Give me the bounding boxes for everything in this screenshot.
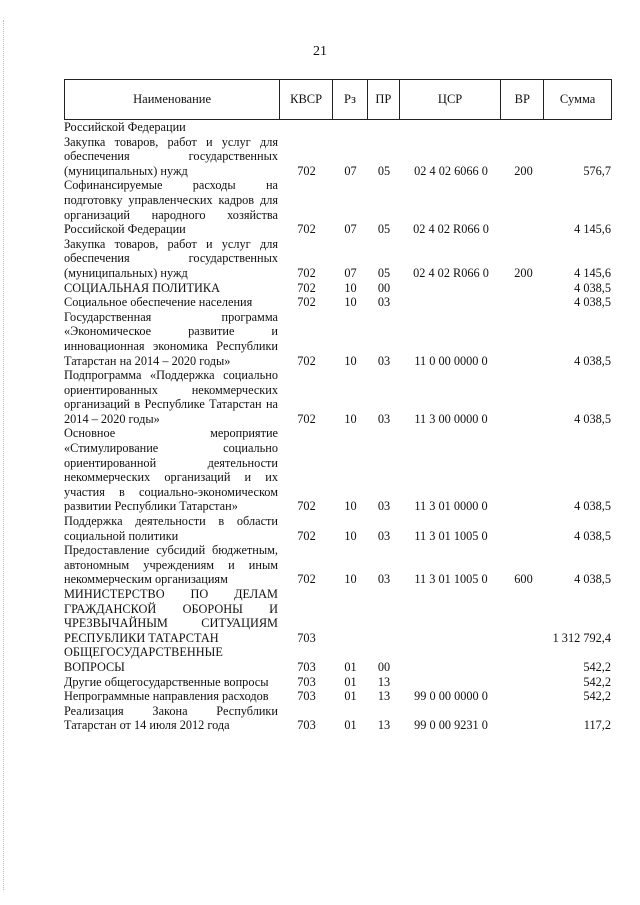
cell-pr: 13 [377, 674, 391, 689]
cell-rz: 10 [344, 353, 357, 368]
cell-kvsr: 703 [297, 674, 316, 689]
cell-sum: 4 038,5 [574, 411, 611, 426]
cell-sum: 542,2 [583, 659, 611, 674]
cell-pr: 05 [377, 163, 391, 178]
cell-csr: 99 0 00 9231 0 [414, 718, 488, 733]
cell-vr: 600 [514, 572, 533, 587]
cell-sum: 4 038,5 [574, 499, 611, 514]
table-row [64, 675, 612, 690]
cell-kvsr: 702 [297, 280, 316, 295]
table-row [64, 237, 612, 281]
cell-sum: 4 038,5 [574, 528, 611, 543]
table-row [64, 281, 612, 296]
cell-sum: 4 038,5 [574, 572, 611, 587]
table-row [64, 426, 612, 514]
cell-csr: 11 3 01 1005 0 [414, 528, 488, 543]
cell-csr: 11 0 00 0000 0 [414, 353, 488, 368]
margin-binding-dots [3, 20, 6, 890]
cell-name: Предоставление субсидий бюджетным, автономным учреждениям и иным некоммерческим организациям [64, 543, 278, 587]
cell-pr: 03 [377, 499, 391, 514]
cell-pr: 03 [377, 528, 391, 543]
cell-name: СОЦИАЛЬНАЯ ПОЛИТИКА [64, 280, 221, 295]
cell-kvsr: 702 [297, 353, 316, 368]
cell-kvsr: 703 [297, 630, 316, 645]
cell-name: Основное мероприятие «Стимулирование социально ориентированной деятельности некоммерческих организаций и их участия в социально-экономическом развитии Республики Татарстан» [64, 426, 278, 514]
cell-pr: 03 [377, 353, 391, 368]
cell-kvsr: 703 [297, 718, 316, 733]
cell-kvsr: 703 [297, 659, 316, 674]
cell-rz: 10 [344, 572, 357, 587]
cell-rz: 01 [344, 689, 357, 704]
table-row [64, 368, 612, 426]
cell-name: Закупка товаров, работ и услуг для обеспечения государственных (муниципальных) нужд [64, 134, 278, 178]
cell-kvsr: 702 [297, 528, 316, 543]
cell-kvsr: 702 [297, 295, 316, 310]
cell-csr: 99 0 00 0000 0 [414, 689, 488, 704]
cell-kvsr: 702 [297, 572, 316, 587]
cell-name: Подпрограмма «Поддержка социально ориентированных некоммерческих организаций в Республике Татарстан на 2014 – 2020 годы» [64, 368, 278, 426]
cell-rz: 10 [344, 411, 357, 426]
header-csr: ЦСР [400, 80, 502, 119]
cell-pr: 13 [377, 718, 391, 733]
table-row [64, 689, 612, 704]
cell-rz: 01 [344, 674, 357, 689]
cell-sum: 4 145,6 [574, 265, 611, 280]
header-name: Наименование [65, 80, 280, 119]
cell-csr: 11 3 00 0000 0 [414, 411, 488, 426]
cell-pr: 03 [377, 411, 391, 426]
header-pr: ПР [368, 80, 400, 119]
cell-rz: 07 [344, 222, 357, 237]
cell-pr: 13 [377, 689, 391, 704]
cell-rz: 07 [344, 163, 357, 178]
cell-sum: 4 038,5 [574, 353, 611, 368]
cell-kvsr: 702 [297, 265, 316, 280]
cell-name: Государственная программа «Экономическое развитие и инновационная экономика Республики Татарстан на 2014 – 2020 годы» [64, 309, 278, 368]
cell-sum: 576,7 [583, 163, 611, 178]
table-row [64, 514, 612, 543]
header-sum: Сумма [559, 92, 596, 106]
cell-sum: 1 312 792,4 [552, 630, 611, 645]
cell-kvsr: 702 [297, 222, 316, 237]
cell-kvsr: 703 [297, 689, 316, 704]
cell-name: Непрограммные направления расходов [64, 689, 269, 704]
table-row [64, 645, 612, 674]
cell-vr: 200 [514, 265, 533, 280]
cell-csr: 02 4 02 R066 0 [413, 265, 489, 280]
page-number: 21 [313, 44, 327, 59]
header-rz: Рз [333, 80, 368, 119]
cell-name: Поддержка деятельности в области социальной политики [64, 514, 278, 543]
cell-rz: 10 [344, 499, 357, 514]
cell-kvsr: 702 [297, 499, 316, 514]
table-row [64, 587, 612, 645]
cell-rz: 10 [344, 295, 357, 310]
table-row [64, 310, 612, 368]
cell-name: Социальное обеспечение населения [64, 295, 253, 310]
cell-sum: 542,2 [583, 674, 611, 689]
cell-rz: 01 [344, 718, 357, 733]
cell-kvsr: 702 [297, 163, 316, 178]
table-row [64, 543, 612, 587]
cell-pr: 03 [377, 295, 391, 310]
table-row [64, 704, 612, 733]
cell-vr: 200 [514, 163, 533, 178]
cell-sum: 4 038,5 [574, 280, 611, 295]
cell-sum: 4 145,6 [574, 222, 611, 237]
cell-csr: 11 3 01 1005 0 [414, 572, 488, 587]
cell-name: Закупка товаров, работ и услуг для обеспечения государственных (муниципальных) нужд [64, 236, 278, 280]
cell-sum: 4 038,5 [574, 295, 611, 310]
cell-name: Российской Федерации [64, 120, 186, 134]
cell-rz: 10 [344, 280, 357, 295]
cell-kvsr: 702 [297, 411, 316, 426]
cell-csr: 02 4 02 6066 0 [414, 163, 488, 178]
cell-rz: 10 [344, 528, 357, 543]
cell-pr: 00 [377, 280, 391, 295]
header-vr: ВР [501, 80, 544, 119]
table-row [64, 178, 612, 236]
table-body [64, 120, 612, 733]
table-row [64, 295, 612, 310]
cell-name: Реализация Закона Республики Татарстан от 14 июля 2012 года [64, 703, 278, 733]
header-kvsr: КВСР [280, 80, 333, 119]
cell-name: Другие общегосударственные вопросы [64, 674, 269, 689]
table-row [64, 135, 612, 179]
cell-csr: 02 4 02 R066 0 [413, 222, 489, 237]
cell-pr: 00 [377, 659, 391, 674]
cell-sum: 542,2 [583, 689, 611, 704]
cell-csr: 11 3 01 0000 0 [414, 499, 488, 514]
table-row [64, 120, 612, 135]
cell-rz: 07 [344, 265, 357, 280]
table-header [64, 79, 612, 120]
cell-pr: 03 [377, 572, 391, 587]
cell-pr: 05 [377, 265, 391, 280]
cell-sum: 117,2 [583, 718, 611, 733]
cell-name: МИНИСТЕРСТВО ПО ДЕЛАМ ГРАЖДАНСКОЙ ОБОРОНЫ И ЧРЕЗВЫЧАЙНЫМ СИТУАЦИЯМ РЕСПУБЛИКИ ТАТАРСТАН [64, 587, 278, 645]
cell-pr: 05 [377, 222, 391, 237]
cell-name: Софинансируемые расходы на подготовку управленческих кадров для организаций народного хозяйства Российской Федерации [64, 178, 278, 237]
cell-rz: 01 [344, 659, 357, 674]
cell-name: ОБЩЕГОСУДАРСТВЕННЫЕ ВОПРОСЫ [64, 645, 223, 674]
